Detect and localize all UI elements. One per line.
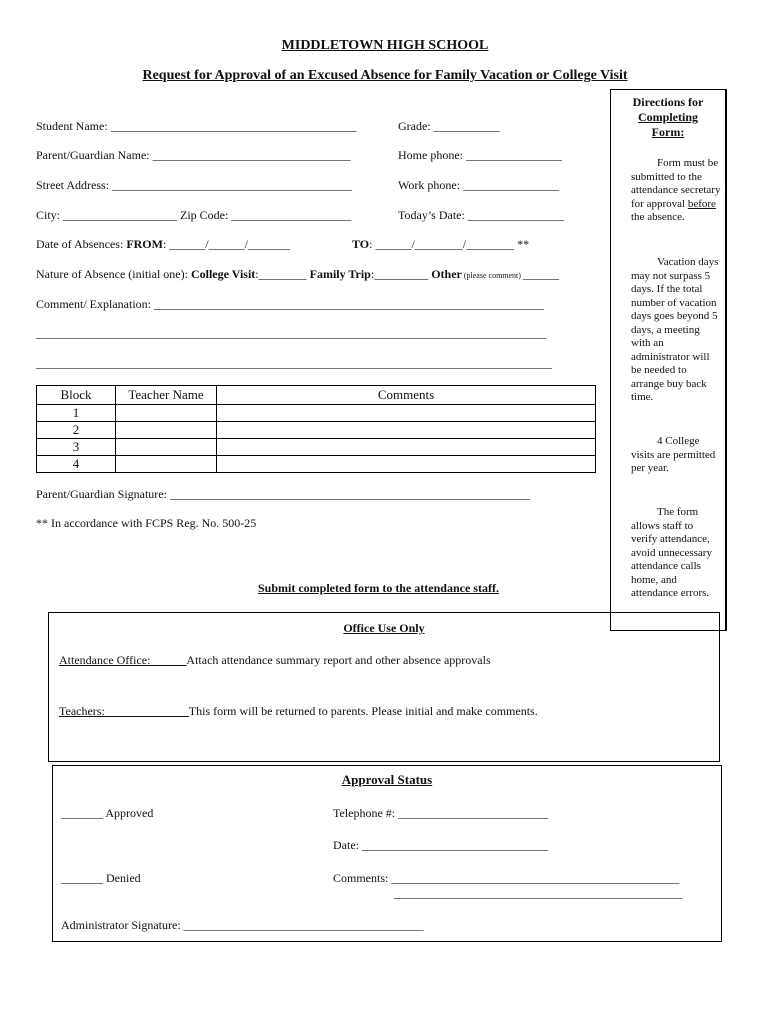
block-number: 3 (37, 439, 116, 456)
comment-field[interactable]: Comment/ Explanation: _________________________________________________________________ (36, 297, 544, 311)
teacher-name-cell[interactable] (116, 456, 217, 473)
block-number: 4 (37, 456, 116, 473)
comments-cell[interactable] (217, 456, 596, 473)
administrator-signature-field[interactable]: Administrator Signature: ________________________________________ (61, 918, 424, 932)
telephone-field[interactable]: Telephone #: _________________________ (333, 806, 549, 820)
nature-of-absence-field[interactable]: Nature of Absence (initial one): College Visit:________ Family Trip:_________ Other (please comment) ______ (36, 267, 559, 281)
teacher-name-cell[interactable] (116, 405, 217, 422)
header-block: Block (37, 386, 116, 405)
todays-date-field[interactable]: Today’s Date: ________________ (398, 208, 564, 222)
attendance-office-row: Attendance Office:______Attach attendance summary report and other absence approvals (59, 653, 491, 667)
direction-form-purpose: The form allows staff to verify attendance, avoid unnecessary attendance calls home, and attendance errors. (631, 506, 712, 599)
table-row (37, 422, 596, 439)
home-phone-field[interactable]: Home phone: ________________ (398, 148, 562, 162)
block-number: 2 (37, 422, 116, 439)
form-title: Request for Approval of an Excused Absence for Family Vacation or College Visit (142, 68, 628, 83)
denied-field[interactable]: _______ Denied (61, 871, 141, 885)
city-zip-field[interactable]: City: ___________________ Zip Code: ____________________ (36, 208, 352, 222)
grade-field[interactable]: Grade: ___________ (398, 119, 500, 133)
teacher-name-cell[interactable] (116, 422, 217, 439)
work-phone-field[interactable]: Work phone: ________________ (398, 178, 560, 192)
direction-submission: Form must be submitted to the attendance secretary for approval before the absence. (631, 157, 721, 223)
header-comments: Comments (217, 386, 596, 405)
teacher-name-cell[interactable] (116, 439, 217, 456)
street-address-field[interactable]: Street Address: ________________________________________ (36, 178, 352, 192)
directions-panel (610, 89, 727, 631)
approval-comments-line-2[interactable]: ________________________________________________ (394, 886, 682, 900)
absence-from-field[interactable]: Date of Absences: FROM: ______/______/_______ (36, 237, 290, 251)
table-row (37, 456, 596, 473)
directions-title: Directions for Completing Form: (632, 95, 704, 139)
parent-name-field[interactable]: Parent/Guardian Name: _________________________________ (36, 148, 351, 162)
approved-field[interactable]: _______ Approved (61, 806, 154, 820)
direction-vacation-days: Vacation days may not surpass 5 days. If the total number of vacation days goes beyond 5 days, a meeting with an administrator will be needed to arrange buy back time. (631, 256, 719, 403)
footnote: ** In accordance with FCPS Reg. No. 500-25 (36, 516, 257, 530)
table-row (37, 439, 596, 456)
comments-cell[interactable] (217, 439, 596, 456)
parent-signature-field[interactable]: Parent/Guardian Signature: ____________________________________________________________ (36, 487, 530, 501)
comments-cell[interactable] (217, 422, 596, 439)
header-teacher-name: Teacher Name (116, 386, 217, 405)
table-row (37, 405, 596, 422)
student-name-field[interactable]: Student Name: _________________________________________ (36, 119, 357, 133)
approval-status-title: Approval Status (341, 772, 433, 787)
approval-status-box (52, 765, 722, 942)
comment-line-1[interactable]: _____________________________________________________________________________________ (36, 326, 546, 340)
table-header-row (37, 386, 596, 405)
office-use-box (48, 612, 720, 762)
office-use-title: Office Use Only (343, 621, 425, 635)
teachers-row: Teachers:______________This form will be returned to parents. Please initial and make comments. (59, 704, 538, 718)
approval-date-field[interactable]: Date: _______________________________ (333, 838, 548, 852)
submit-instruction: Submit completed form to the attendance staff. (258, 581, 499, 595)
absence-to-field[interactable]: TO: ______/________/________ ** (352, 237, 530, 251)
approval-comments-field[interactable]: Comments: ________________________________________________ (333, 871, 680, 885)
block-number: 1 (37, 405, 116, 422)
comments-cell[interactable] (217, 405, 596, 422)
direction-college-visits: 4 College visits are permitted per year. (631, 435, 716, 474)
comment-line-2[interactable]: ______________________________________________________________________________________ (36, 356, 552, 370)
teacher-comment-table (36, 385, 596, 473)
school-name: MIDDLETOWN HIGH SCHOOL (281, 38, 489, 53)
